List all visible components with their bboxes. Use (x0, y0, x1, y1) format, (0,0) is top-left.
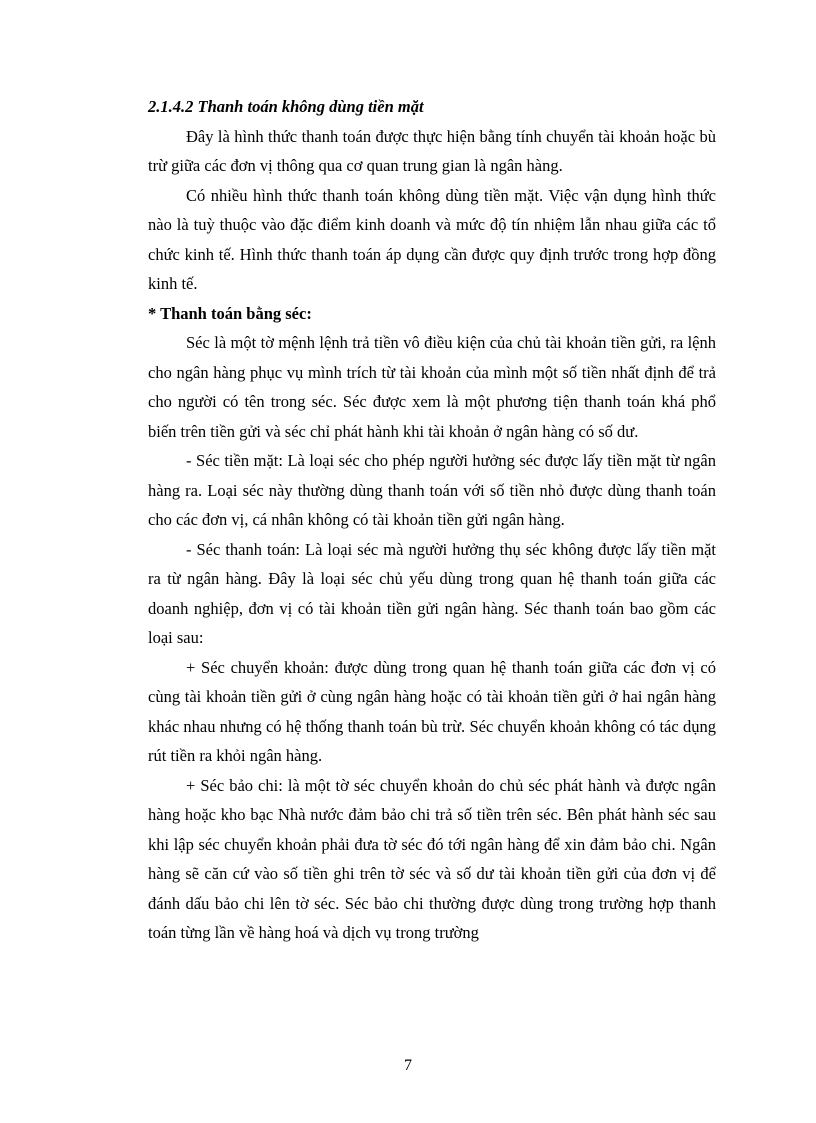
paragraph-forms: Có nhiều hình thức thanh toán không dùng tiền mặt. Việc vận dụng hình thức nào là tuỳ thuộc vào đặc điểm kinh doanh và mức độ tín nhiệm lẫn nhau giữa các tổ chức kinh tế. Hình thức thanh toán áp dụng cần được quy định trước trong hợp đồng kinh tế. (148, 185, 716, 293)
paragraph-cheque-intro: Séc là một tờ mệnh lệnh trả tiền vô điều kiện của chủ tài khoản tiền gửi, ra lệnh cho ngân hàng phục vụ mình trích từ tài khoản của mình một số tiền nhất định để trả cho người có tên trong séc. Séc được xem là một phương tiện thanh toán khá phổ biến trên tiền gửi và séc chỉ phát hành khi tài khoản ở ngân hàng có số dư. (148, 333, 716, 441)
paragraph-transfer-cheque: + Séc chuyển khoản: được dùng trong quan hệ thanh toán giữa các đơn vị có cùng tài khoản tiền gửi ở cùng ngân hàng hoặc có tài khoản tiền gửi ở hai ngân hàng khác nhau nhưng có hệ thống thanh toán bù trừ. Séc chuyển khoản không có tác dụng rút tiền ra khỏi ngân hàng. (148, 657, 716, 765)
paragraph-certified-cheque: + Séc bảo chi: là một tờ séc chuyển khoản do chủ séc phát hành và được ngân hàng hoặc kho bạc Nhà nước đảm bảo chi trả số tiền trên séc. Bên phát hành séc sau khi lập séc chuyển khoản phải đưa tờ séc đó tới ngân hàng để xin đảm bảo chi. Ngân hàng sẽ căn cứ vào số tiền ghi trên tờ séc và số dư tài khoản tiền gửi của đơn vị để đánh dấu bảo chi lên tờ séc. Séc bảo chi thường được dùng trong trường hợp thanh toán từng lần về hàng hoá và dịch vụ trong trường (148, 775, 716, 942)
paragraph-payment-cheque: - Séc thanh toán: Là loại séc mà người hưởng thụ séc không được lấy tiền mặt ra từ ngân hàng. Đây là loại séc chủ yếu dùng trong quan hệ thanh toán giữa các doanh nghiệp, đơn vị có tài khoản tiền gửi ngân hàng. Séc thanh toán bao gồm các loại sau: (148, 539, 716, 647)
paragraph-definition: Đây là hình thức thanh toán được thực hiện bằng tính chuyển tài khoản hoặc bù trừ giữa các đơn vị thông qua cơ quan trung gian là ngân hàng. (148, 126, 716, 175)
page-number: 7 (404, 1057, 412, 1074)
paragraph-cash-cheque: - Séc tiền mặt: Là loại séc cho phép người hưởng séc được lấy tiền mặt từ ngân hàng ra. Loại séc này thường dùng thanh toán với số tiền nhỏ được dùng thanh toán cho các đơn vị, cá nhân không có tài khoản tiền gửi ngân hàng. (148, 451, 716, 529)
cheque-heading: * Thanh toán bằng séc: (148, 303, 312, 323)
document-page (148, 92, 716, 948)
section-heading: 2.1.4.2 Thanh toán không dùng tiền mặt (148, 97, 424, 116)
